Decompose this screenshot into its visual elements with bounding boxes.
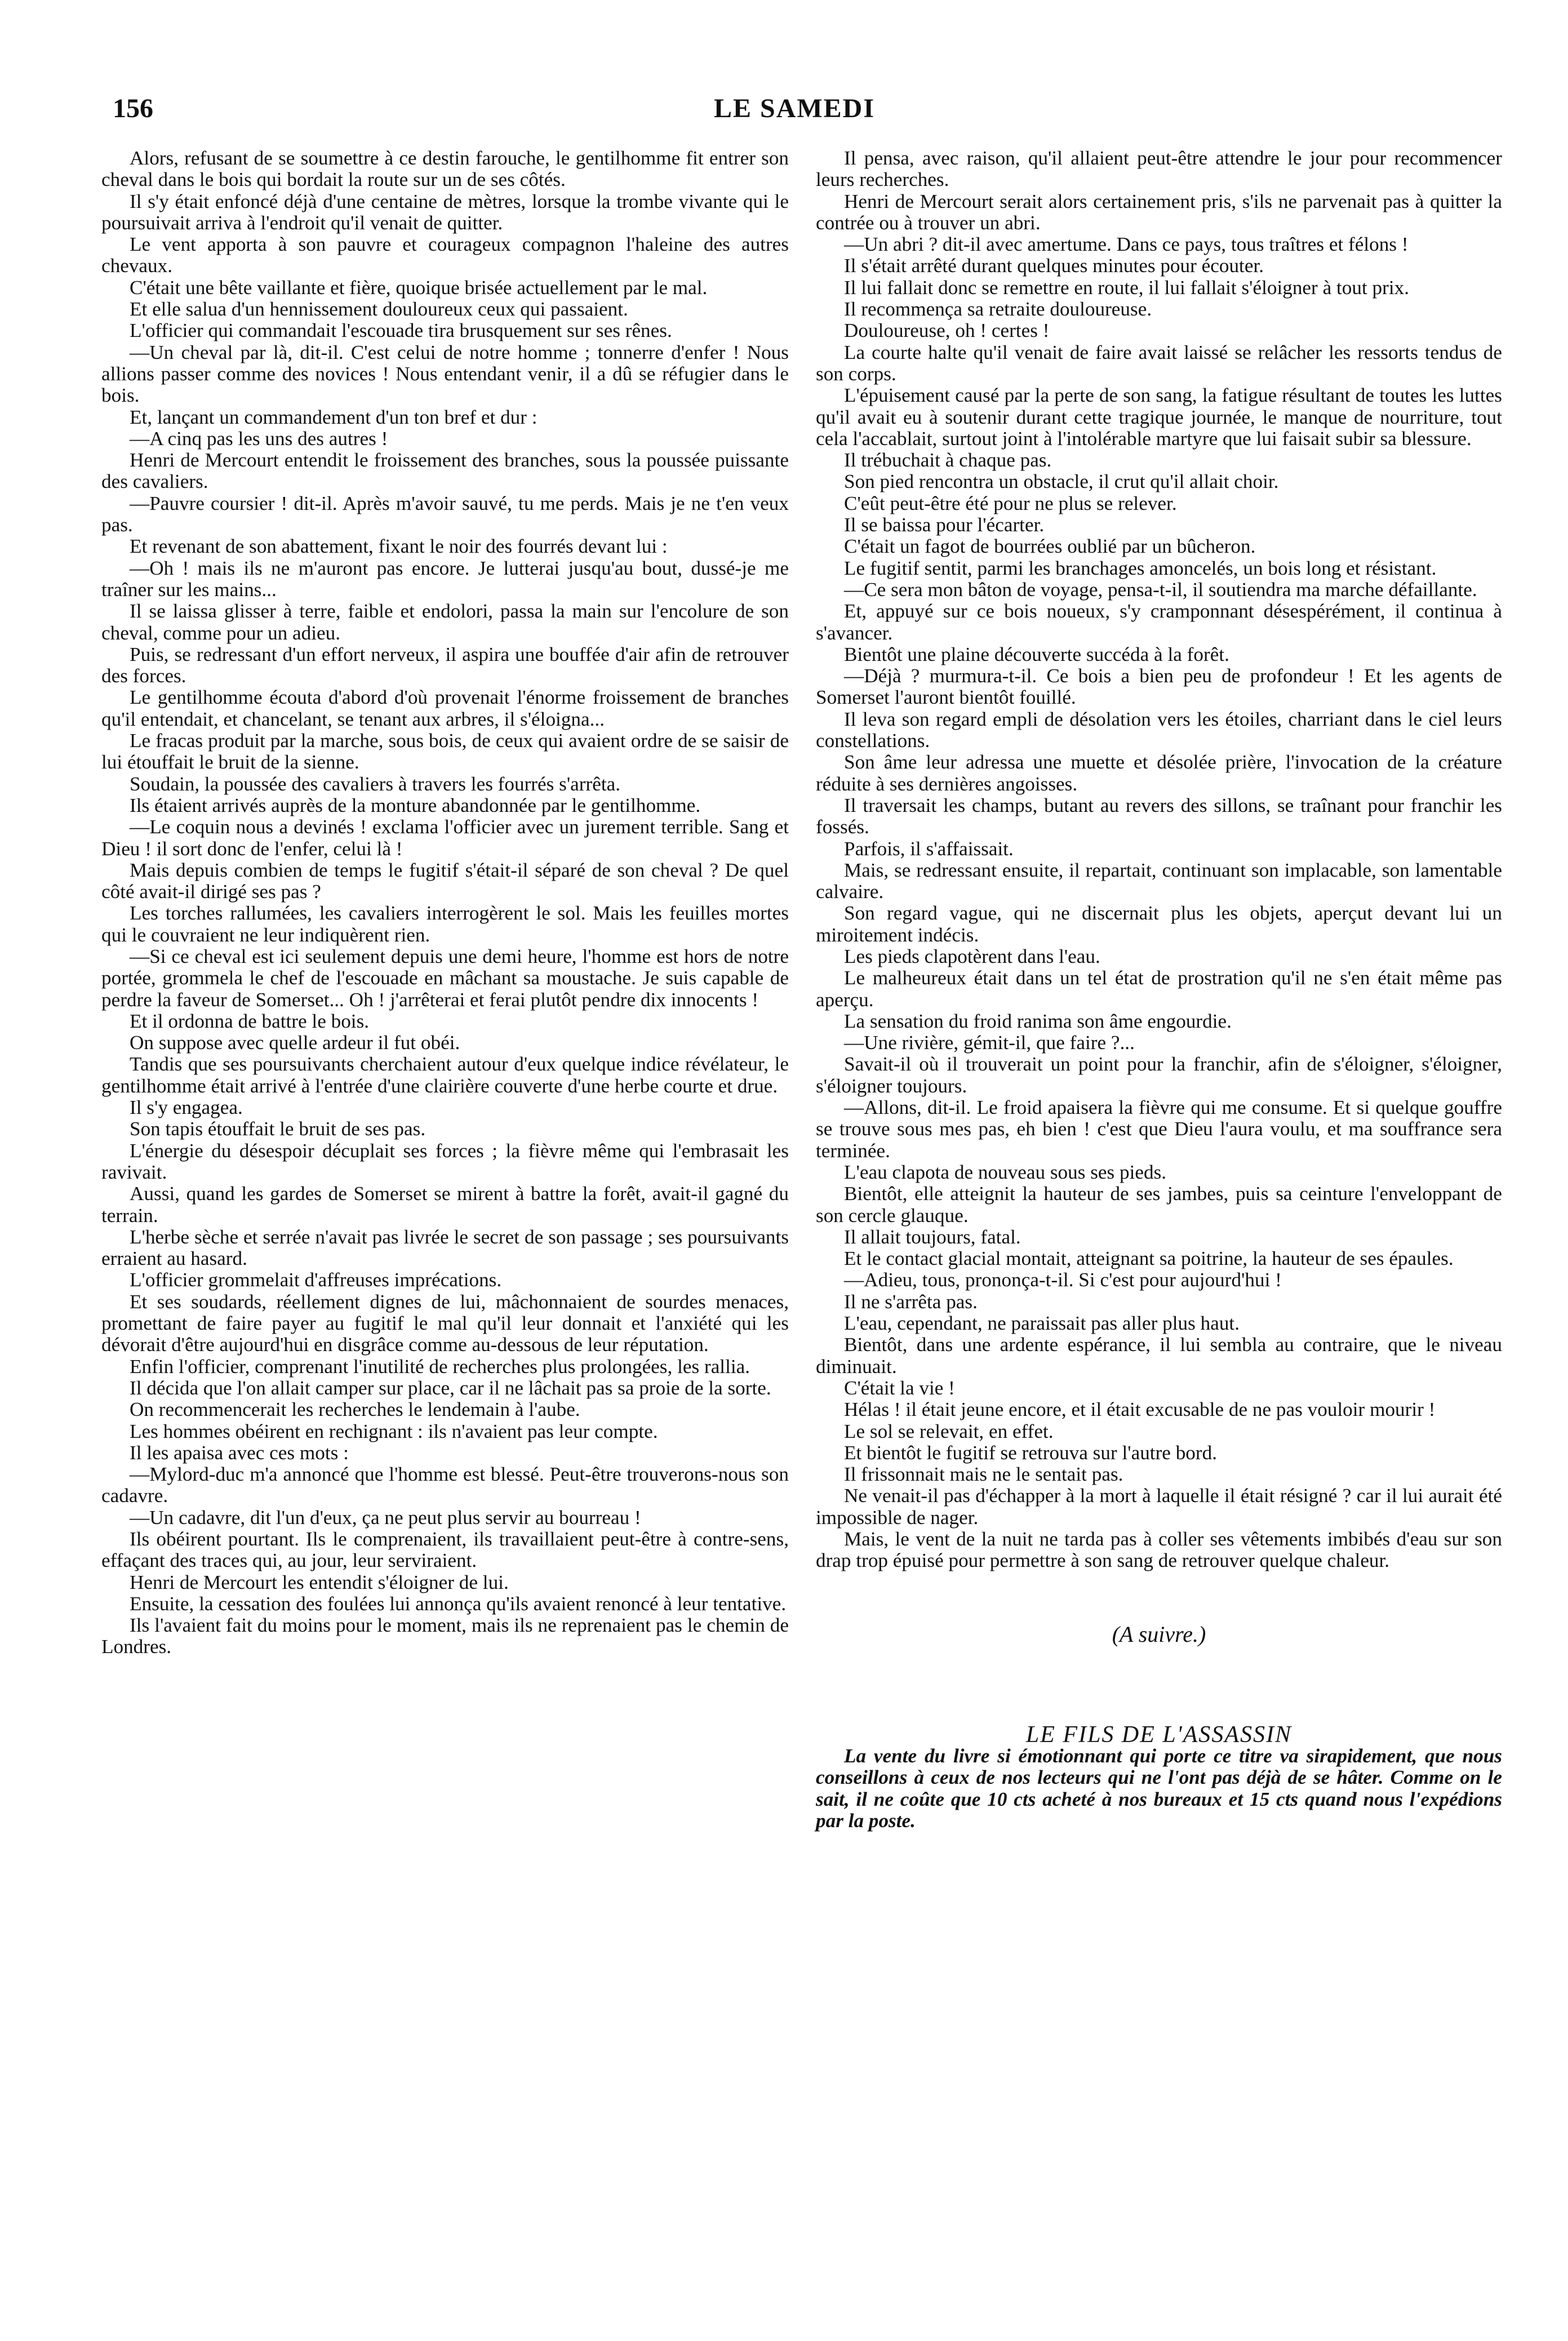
paragraph: Soudain, la poussée des cavaliers à travers les fourrés s'arrêta. [130, 772, 621, 795]
paragraph: Henri de Mercourt entendit le froissement des branches, sous la poussée puissante des cavaliers. [101, 449, 789, 493]
paragraph: —Ce sera mon bâton de voyage, pensa-t-il, il soutiendra ma marche défaillante. [844, 578, 1477, 601]
paragraph: —Adieu, tous, prononça-t-il. Si c'est pour aujourd'hui ! [844, 1269, 1282, 1291]
paragraph: Il pensa, avec raison, qu'il allaient peut-être attendre le jour pour recommencer leurs recherches. [816, 147, 1502, 191]
paragraph: Alors, refusant de se soumettre à ce destin farouche, le gentilhomme fit entrer son cheval dans le bois qui bordait la route sur un de ses côtés. [101, 147, 789, 191]
paragraph: —Allons, dit-il. Le froid apaisera la fièvre qui me consume. Et si quelque gouffre se trouve sous mes pas, eh bien ! c'est que Dieu l'aura voulu, et ma souffrance sera terminée. [816, 1096, 1502, 1162]
right-column-body [816, 148, 1502, 1572]
paragraph: —Une rivière, gémit-il, que faire ?... [844, 1032, 1135, 1054]
paragraph: Le gentilhomme écouta d'abord d'où provenait l'énorme froissement de branches qu'il entendait, et chancelant, se tenant aux arbres, il s'éloigna... [101, 686, 789, 730]
paragraph: Son tapis étouffait le bruit de ses pas. [130, 1118, 426, 1140]
paragraph: Et le contact glacial montait, atteignant sa poitrine, la hauteur de ses épaules. [844, 1247, 1454, 1270]
paragraph: Les pieds clapotèrent dans l'eau. [844, 945, 1100, 967]
paragraph: Il ne s'arrêta pas. [844, 1290, 978, 1313]
paragraph: On recommencerait les recherches le lendemain à l'aube. [130, 1398, 580, 1421]
paragraph: Le malheureux était dans un tel état de prostration qu'il ne s'en était même pas aperçu. [816, 967, 1502, 1011]
paragraph: Tandis que ses poursuivants cherchaient autour d'eux quelque indice révélateur, le gentilhomme était arrivé à l'entrée d'une clairière couverte d'une herbe courte et drue. [101, 1053, 789, 1097]
paragraph: Savait-il où il trouverait un point pour la franchir, afin de s'éloigner, s'éloigner, s'éloigner toujours. [816, 1053, 1502, 1097]
paragraph: C'était un fagot de bourrées oublié par un bûcheron. [844, 535, 1256, 558]
paragraph: Hélas ! il était jeune encore, et il était excusable de ne pas vouloir mourir ! [844, 1398, 1436, 1421]
paragraph: L'eau clapota de nouveau sous ses pieds. [844, 1161, 1167, 1183]
paragraph: C'était la vie ! [844, 1376, 955, 1399]
paragraph: Son pied rencontra un obstacle, il crut qu'il allait choir. [844, 470, 1279, 493]
paragraph: Les torches rallumées, les cavaliers interrogèrent le sol. Mais les feuilles mortes qui le couvraient ne leur indiquèrent rien. [101, 902, 789, 946]
paragraph: Henri de Mercourt serait alors certainement pris, s'ils ne parvenait pas à quitter la contrée ou à trouver un abri. [816, 190, 1502, 234]
paragraph: On suppose avec quelle ardeur il fut obéi. [130, 1032, 460, 1054]
paragraph: L'officier qui commandait l'escouade tira brusquement sur ses rênes. [130, 319, 672, 342]
paragraph: Bientôt, elle atteignit la hauteur de ses jambes, puis sa ceinture l'enveloppant de son cercle glauque. [816, 1183, 1502, 1227]
paragraph: Mais, le vent de la nuit ne tarda pas à coller ses vêtements imbibés d'eau sur son drap trop épuisé pour permettre à son sang de retrouver quelque chaleur. [816, 1528, 1502, 1572]
paragraph: Son regard vague, qui ne discernait plus les objets, aperçut devant lui un miroitement indécis. [816, 902, 1502, 946]
paragraph: Puis, se redressant d'un effort nerveux, il aspira une bouffée d'air afin de retrouver des forces. [101, 643, 789, 687]
paragraph: Parfois, il s'affaissait. [844, 837, 1014, 860]
paragraph: —Mylord-duc m'a annoncé que l'homme est blessé. Peut-être trouverons-nous son cadavre. [101, 1463, 789, 1507]
paragraph: Et ses soudards, réellement dignes de lui, mâchonnaient de sourdes menaces, promettant de faire payer au fugitif le mal qu'il leur donnait et l'anxiété qui les dévorait d'être aujourd'hui en disgrâce comme au-dessous de leur réputation. [101, 1290, 789, 1356]
paragraph: Bientôt, dans une ardente espérance, il lui sembla au contraire, que le niveau diminuait. [816, 1334, 1502, 1378]
paragraph: Il se laissa glisser à terre, faible et endolori, passa la main sur l'encolure de son cheval, comme pour un adieu. [101, 600, 789, 644]
paragraph: —Déjà ? murmura-t-il. Ce bois a bien peu de profondeur ! Et les agents de Somerset l'auront bientôt fouillé. [816, 665, 1502, 709]
paragraph: Henri de Mercourt les entendit s'éloigner de lui. [130, 1571, 509, 1593]
paragraph: Aussi, quand les gardes de Somerset se mirent à battre la forêt, avait-il gagné du terrain. [101, 1183, 789, 1227]
page-number: 156 [113, 94, 153, 123]
paragraph: —A cinq pas les uns des autres ! [130, 427, 388, 450]
paragraph: Mais, se redressant ensuite, il repartait, continuant son implacable, son lamentable calvaire. [816, 859, 1502, 903]
paragraph: —Un cheval par là, dit-il. C'est celui de notre homme ; tonnerre d'enfer ! Nous allions passer comme des novices ! Nous entendant venir, il a dû se réfugier dans le bois. [101, 341, 789, 407]
paragraph: Il lui fallait donc se remettre en route, il lui fallait s'éloigner à tout prix. [844, 276, 1409, 299]
paragraph: —Un cadavre, dit l'un d'eux, ça ne peut plus servir au bourreau ! [130, 1506, 641, 1529]
paragraph: Et bientôt le fugitif se retrouva sur l'autre bord. [844, 1441, 1217, 1464]
continued-note: (A suivre.) [1112, 1621, 1206, 1647]
paragraph: Il s'était arrêté durant quelques minutes pour écouter. [844, 255, 1264, 277]
paragraph: Il traversait les champs, butant au revers des sillons, se traînant pour franchir les fossés. [816, 794, 1502, 838]
paragraph: La courte halte qu'il venait de faire avait laissé se relâcher les ressorts tendus de son corps. [816, 341, 1502, 385]
paragraph: —Un abri ? dit-il avec amertume. Dans ce pays, tous traîtres et félons ! [844, 233, 1409, 256]
section-notice: La vente du livre si émotionnant qui porte ce titre va sirapidement, que nous conseillons à ceux de nos lecteurs qui ne l'ont pas déjà de se hâter. Comme on le sait, il ne coûte que 10 cts acheté à nos bureaux et 15 cts quand nous l'expédions par la poste. [816, 1745, 1502, 1832]
paragraph: —Oh ! mais ils ne m'auront pas encore. Je lutterai jusqu'au bout, dussé-je me traîner sur les mains... [101, 557, 789, 601]
paragraph: C'eût peut-être été pour ne plus se relever. [844, 492, 1177, 514]
paragraph: Ils étaient arrivés auprès de la monture abandonnée par le gentilhomme. [130, 794, 701, 816]
paragraph: Douloureuse, oh ! certes ! [844, 319, 1050, 342]
paragraph: Il décida que l'on allait camper sur place, car il ne lâchait pas sa proie de la sorte. [130, 1376, 771, 1399]
paragraph: Il s'y était enfoncé déjà d'une centaine de mètres, lorsque la trombe vivante qui le poursuivait arriva à l'endroit qu'il venait de quitter. [101, 190, 789, 234]
paragraph: Il allait toujours, fatal. [844, 1225, 1021, 1248]
page-header [113, 93, 1476, 132]
paragraph: —Pauvre coursier ! dit-il. Après m'avoir sauvé, tu me perds. Mais je ne t'en veux pas. [101, 492, 789, 536]
paragraph: Il trébuchait à chaque pas. [844, 449, 1052, 472]
paragraph: Et il ordonna de battre le bois. [130, 1010, 370, 1032]
paragraph: Ils obéirent pourtant. Ils le comprenaient, ils travaillaient peut-être à contre-sens, effaçant des traces qui, au jour, leur serviraient. [101, 1528, 789, 1572]
left-column [101, 148, 789, 1658]
paragraph: Bientôt une plaine découverte succéda à la forêt. [844, 643, 1229, 665]
paragraph: C'était une bête vaillante et fière, quoique brisée actuellement par le mal. [130, 276, 708, 299]
paragraph: Et, lançant un commandement d'un ton bref et dur : [130, 406, 538, 428]
paragraph: Son âme leur adressa une muette et désolée prière, l'invocation de la créature réduite à ses dernières angoisses. [816, 751, 1502, 795]
paragraph: La sensation du froid ranima son âme engourdie. [844, 1010, 1232, 1032]
right-column [816, 148, 1502, 1832]
paragraph: Il frissonnait mais ne le sentait pas. [844, 1463, 1123, 1486]
paragraph: L'eau, cependant, ne paraissait pas aller plus haut. [844, 1312, 1240, 1335]
paragraph: L'épuisement causé par la perte de son sang, la fatigue résultant de toutes les luttes qu'il avait eu à soutenir durant cette tragique journée, le manque de nourriture, tout cela l'accablait, surtout joint à l'intolérable martyre que lui faisait subir sa blessure. [816, 384, 1502, 450]
paragraph: Et, appuyé sur ce bois noueux, s'y cramponnant désespérément, il continua à s'avancer. [816, 600, 1502, 644]
paragraph: L'officier grommelait d'affreuses imprécations. [130, 1269, 502, 1291]
paragraph: L'herbe sèche et serrée n'avait pas livrée le secret de son passage ; ses poursuivants erraient au hasard. [101, 1225, 789, 1270]
paragraph: Ils l'avaient fait du moins pour le moment, mais ils ne reprenaient pas le chemin de Londres. [101, 1614, 789, 1658]
paragraph: Et elle salua d'un hennissement douloureux ceux qui passaient. [130, 298, 628, 321]
paragraph: Et revenant de son abattement, fixant le noir des fourrés devant lui : [130, 535, 668, 558]
paragraph: Il s'y engagea. [130, 1096, 243, 1119]
section-title: LE FILS DE L'ASSASSIN [1025, 1721, 1292, 1748]
paragraph: L'énergie du désespoir décuplait ses forces ; la fièvre même qui l'embrasait les ravivait. [101, 1139, 789, 1183]
paragraph: —Le coquin nous a devinés ! exclama l'officier avec un jurement terrible. Sang et Dieu ! il sort donc de l'enfer, celui là ! [101, 816, 789, 860]
running-title: LE SAMEDI [713, 94, 876, 123]
paragraph: Il se baissa pour l'écarter. [844, 514, 1045, 536]
paragraph: Ensuite, la cessation des foulées lui annonça qu'ils avaient renoncé à leur tentative. [130, 1592, 787, 1615]
paragraph: Le fugitif sentit, parmi les branchages amoncelés, un bois long et résistant. [844, 557, 1437, 579]
paragraph: Ne venait-il pas d'échapper à la mort à laquelle il était résigné ? car il lui aurait été impossible de nager. [816, 1485, 1502, 1529]
paragraph: Mais depuis combien de temps le fugitif s'était-il séparé de son cheval ? De quel côté avait-il dirigé ses pas ? [101, 859, 789, 903]
paragraph: Il les apaisa avec ces mots : [130, 1441, 349, 1464]
paragraph: Enfin l'officier, comprenant l'inutilité de recherches plus prolongées, les rallia. [130, 1355, 750, 1378]
paragraph: Les hommes obéirent en rechignant : ils n'avaient pas leur compte. [130, 1420, 658, 1442]
paragraph: Il recommença sa retraite douloureuse. [844, 298, 1152, 321]
paragraph: —Si ce cheval est ici seulement depuis une demi heure, l'homme est hors de notre portée, grommela le chef de l'escouade en mâchant sa moustache. Je suis capable de perdre la faveur de Somerset... Oh ! j'arrêterai et ferai plutôt pendre dix innocents ! [101, 945, 789, 1011]
paragraph: Le sol se relevait, en effet. [844, 1420, 1054, 1442]
paragraph: Le vent apporta à son pauvre et courageux compagnon l'haleine des autres chevaux. [101, 233, 789, 277]
paragraph: Il leva son regard empli de désolation vers les étoiles, charriant dans le ciel leurs constellations. [816, 708, 1502, 752]
paragraph: Le fracas produit par la marche, sous bois, de ceux qui avaient ordre de se saisir de lui étouffait le bruit de la sienne. [101, 730, 789, 774]
